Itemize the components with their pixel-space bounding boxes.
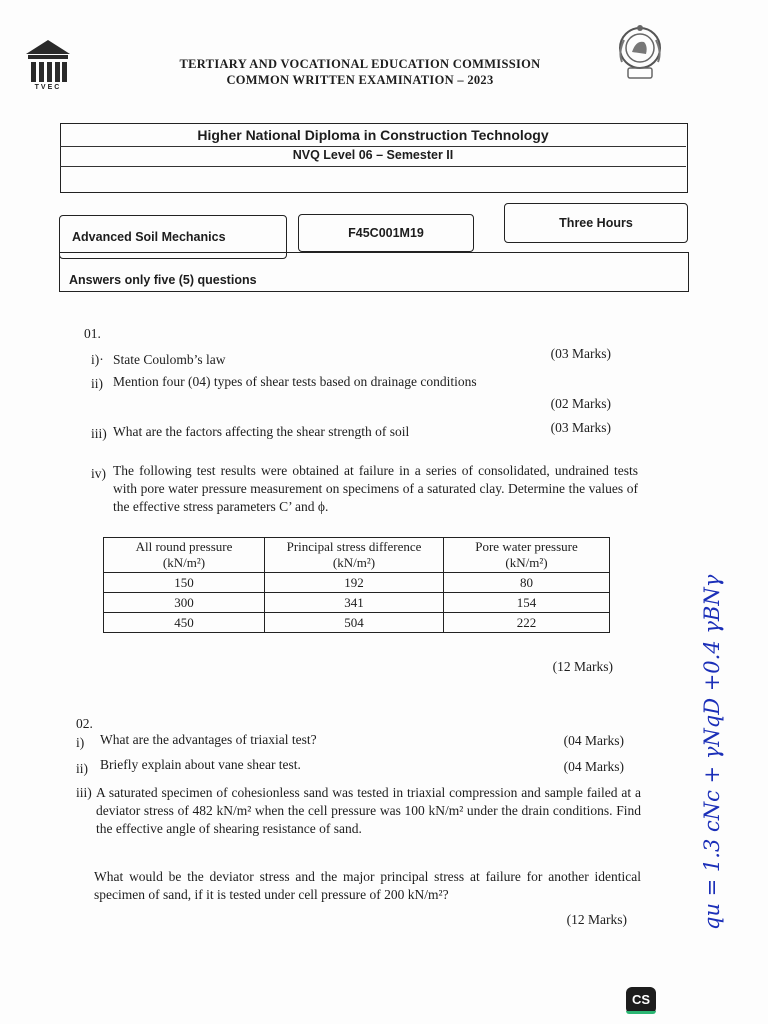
q2-i-text: What are the advantages of triaxial test? xyxy=(100,732,317,747)
q1-ii-marks: (02 Marks) xyxy=(550,396,611,411)
program-title: Higher National Diploma in Construction Technology xyxy=(197,127,549,143)
column-header: Pore water pressure (kN/m²) xyxy=(444,538,610,573)
badge-accent xyxy=(626,1011,656,1014)
test-results-table xyxy=(103,537,610,633)
table-cell: 341 xyxy=(265,593,444,613)
q1-i-label: i)· xyxy=(91,352,104,367)
duration-box xyxy=(504,203,688,243)
subject-name: Advanced Soil Mechanics xyxy=(72,230,226,244)
q1-iv-label: iv) xyxy=(91,466,106,481)
organization-name: TERTIARY AND VOCATIONAL EDUCATION COMMISSION xyxy=(179,57,541,71)
handwritten-formula: qu = 1.3 cNc + γNqD +0.4 γBNγ xyxy=(700,574,724,930)
column-header: Principal stress difference (kN/m²) xyxy=(265,538,444,573)
camscanner-badge-icon xyxy=(626,987,656,1014)
table-cell: 450 xyxy=(104,613,265,633)
exam-duration: Three Hours xyxy=(559,216,633,230)
q1-iv-marks: (12 Marks) xyxy=(552,659,613,674)
q1-ii-label: ii) xyxy=(91,376,103,391)
camscanner-badge-text: CS xyxy=(631,992,651,1007)
table-cell: 150 xyxy=(104,573,265,593)
q1-i-text: State Coulomb’s law xyxy=(113,352,226,367)
question-number: 02. xyxy=(76,716,93,731)
table-row xyxy=(104,593,610,613)
q2-iii-marks: (12 Marks) xyxy=(566,912,627,927)
q1-i-marks: (03 Marks) xyxy=(550,346,611,361)
table-cell: 80 xyxy=(444,573,610,593)
table-cell: 222 xyxy=(444,613,610,633)
q2-iii-label: iii) xyxy=(76,785,92,800)
q2-i-marks: (04 Marks) xyxy=(563,733,624,748)
program-level: NVQ Level 06 – Semester II xyxy=(292,148,454,162)
subject-code: F45C001M19 xyxy=(348,226,424,240)
instruction-text: Answers only five (5) questions xyxy=(69,273,257,287)
national-emblem-icon xyxy=(614,22,666,84)
table-row xyxy=(104,613,610,633)
q2-ii-text: Briefly explain about vane shear test. xyxy=(100,757,301,772)
table-row xyxy=(104,573,610,593)
table-header-row xyxy=(104,538,610,573)
code-box xyxy=(298,214,474,252)
divider xyxy=(60,166,686,167)
q2-ii-label: ii) xyxy=(76,761,88,776)
table-cell: 504 xyxy=(265,613,444,633)
tvec-logo-text: TVEC xyxy=(34,84,62,91)
q2-ii-marks: (04 Marks) xyxy=(563,759,624,774)
q1-ii-text: Mention four (04) types of shear tests based on drainage conditions xyxy=(113,374,477,389)
q1-iii-text: What are the factors affecting the shear strength of soil xyxy=(113,424,410,439)
table-cell: 192 xyxy=(265,573,444,593)
divider xyxy=(60,146,686,147)
table-cell: 154 xyxy=(444,593,610,613)
tvec-logo xyxy=(22,38,74,98)
instruction-box xyxy=(59,252,689,292)
q1-iv-text: The following test results were obtained at failure in a series of consolidated, undrained tests with pore water pressure measurement on specimens of a saturated clay. Determine the values of the effective stress parameters C’ and ϕ. xyxy=(113,463,638,514)
question-number: 01. xyxy=(84,326,101,341)
q1-iii-marks: (03 Marks) xyxy=(550,420,611,435)
exam-header xyxy=(110,56,610,88)
q1-iii-label: iii) xyxy=(91,426,107,441)
q2-iii-text: A saturated specimen of cohesionless sand was tested in triaxial compression and sample failed at a deviator stress of 482 kN/m² when the cell pressure was 100 kN/m² under the drain conditions. Find the effective angle of shearing resistance of sand. xyxy=(96,785,641,836)
q2-i-label: i) xyxy=(76,735,85,750)
examination-name: COMMON WRITTEN EXAMINATION – 2023 xyxy=(226,73,494,87)
column-header: All round pressure (kN/m²) xyxy=(104,538,265,573)
q2-iii-followup: What would be the deviator stress and the major principal stress at failure for another identical specimen of sand, if it is tested under cell pressure of 200 kN/m²? xyxy=(94,869,641,902)
table-cell: 300 xyxy=(104,593,265,613)
